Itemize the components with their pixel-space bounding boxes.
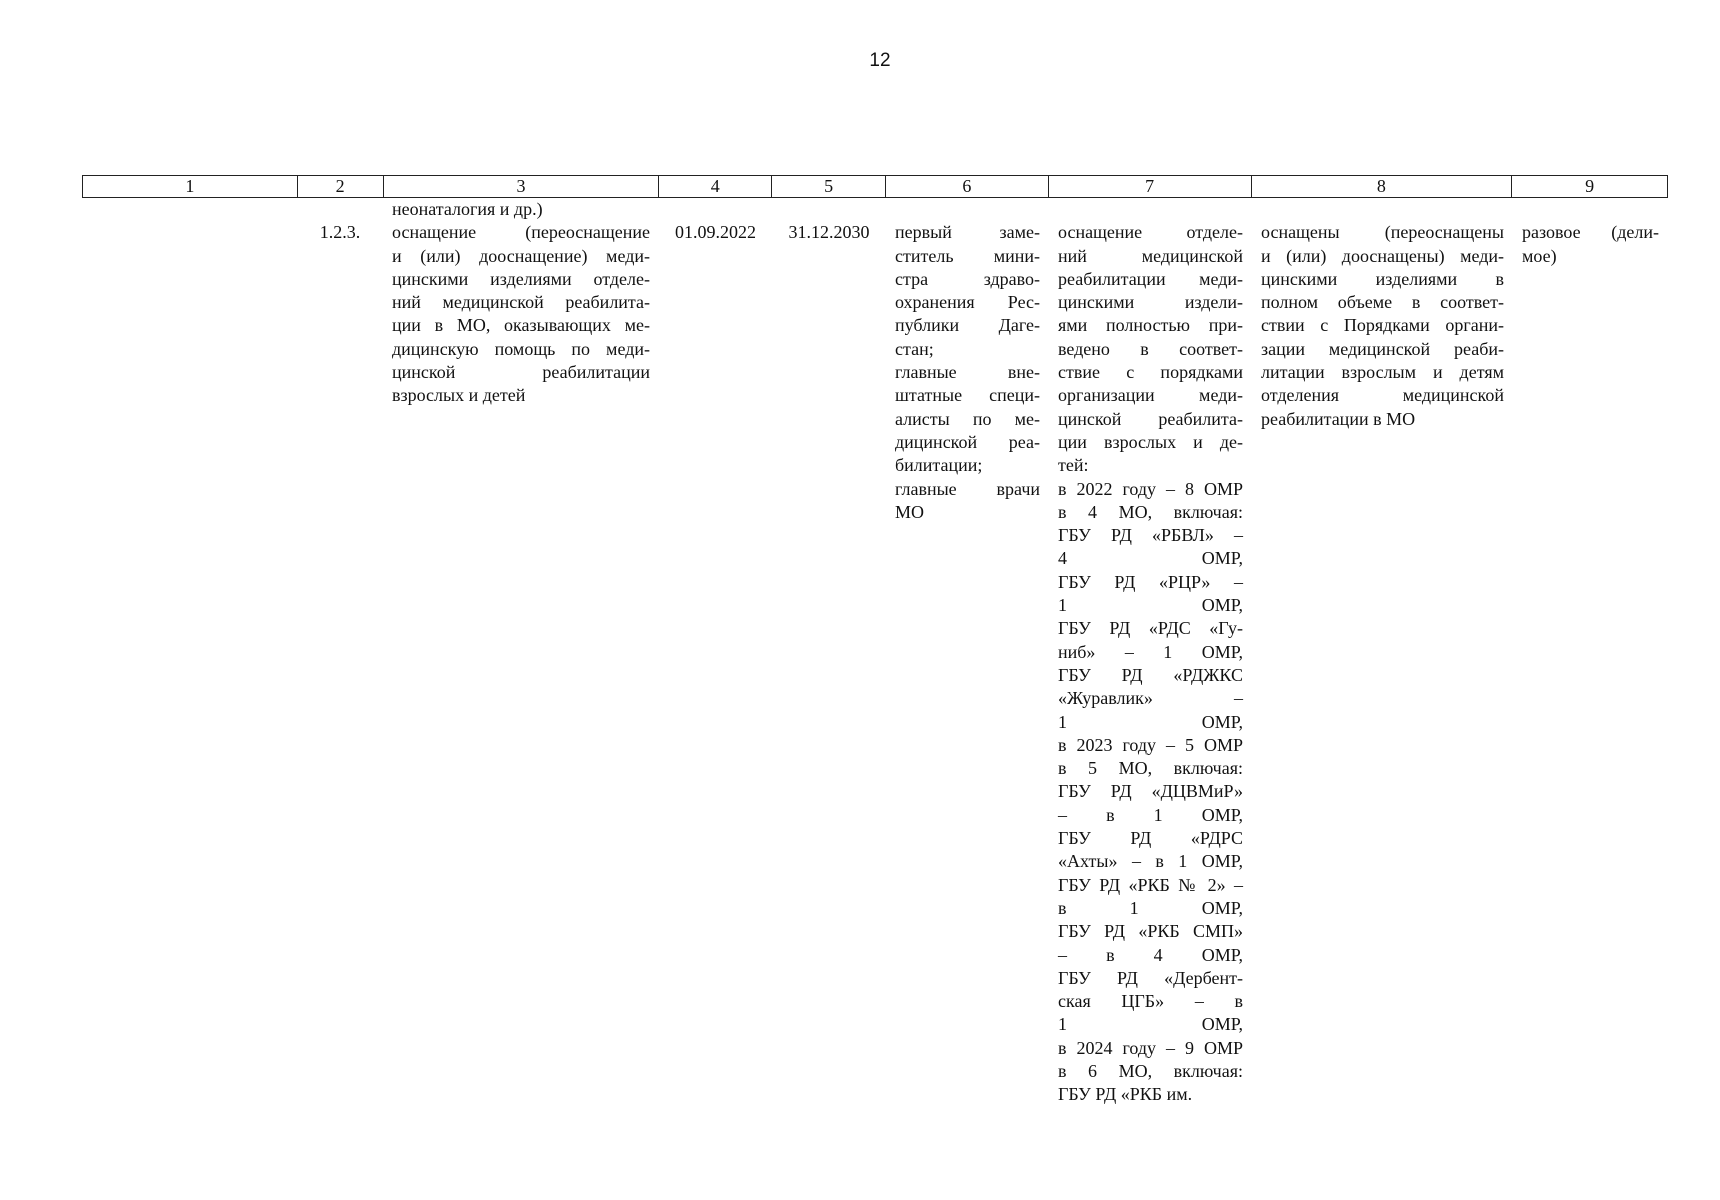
text-line: тей: [1058,455,1089,476]
text-line: оснащены (переоснащены [1261,222,1504,243]
cell-col3 [383,198,659,1107]
text-line: оснащение отделе- [1058,222,1243,243]
text-line: ведено в соответ- [1058,338,1243,359]
text-line: охранения Рес- [895,292,1040,313]
cell-col7 [1049,198,1252,1107]
text-line: ции в МО, оказывающих ме- [392,315,650,336]
text-line: ниб» – 1 ОМР, [1058,641,1243,662]
text-line: ская ЦГБ» – в [1058,991,1243,1012]
text-line: 1 ОМР, [1058,1014,1243,1035]
table-header-row [82,175,1668,198]
col3-lines [392,221,650,407]
page-number: 12 [869,50,891,71]
cell-col9 [1513,198,1668,1107]
text-line: реабилитации в МО [1261,408,1416,429]
column-header-4: 4 [659,176,772,197]
text-line: ГБУ РД «РДРС [1058,828,1243,849]
text-line: ГБУ РД «РБВЛ» – [1058,525,1243,546]
text-line: цинскими изделиями в [1261,268,1504,289]
text-line: разовое (дели- [1522,222,1659,243]
text-line: МО [895,501,925,522]
text-line: ствии с Порядками органи- [1261,315,1504,336]
cell-col4 [659,198,772,1107]
column-header-7: 7 [1049,176,1252,197]
cell-col1 [82,198,297,1107]
col9-lines [1522,221,1659,268]
text-line: реабилитации меди- [1058,268,1243,289]
text-line: главные врачи [895,478,1040,499]
text-line: ститель мини- [895,245,1040,266]
text-line: мое) [1522,245,1557,266]
column-header-9: 9 [1585,176,1595,196]
text-line: ГБУ РД «РКБ № 2» – [1058,874,1243,895]
cell-col6 [886,198,1049,1107]
text-line: билитации; [895,455,983,476]
text-line: ГБУ РД «РКБ СМП» [1058,921,1243,942]
text-line: взрослых и детей [392,385,526,406]
text-line: ями полностью при- [1058,315,1243,336]
text-line: ГБУ РД «Дербент- [1058,967,1243,988]
text-line: и (или) дооснащены) меди- [1261,245,1504,266]
text-line: ГБУ РД «РДС «Гу- [1058,618,1243,639]
column-header-8: 8 [1252,176,1513,197]
text-line: штатные специ- [895,385,1040,406]
column-header-2: 2 [298,176,384,197]
text-line: ГБУ РД «РКБ им. [1058,1084,1193,1105]
end-date: 31.12.2030 [788,222,870,243]
text-line: первый заме- [895,222,1040,243]
text-line: ГБУ РД «ДЦВМиР» [1058,781,1243,802]
text-line: 4 ОМР, [1058,548,1243,569]
table-row [82,198,1668,1107]
text-line: цинской реабилита- [1058,408,1243,429]
cell-col5 [772,198,886,1107]
text-line: ГБУ РД «РДЖКС [1058,664,1243,685]
column-header-1: 1 [83,176,298,197]
text-line: зации медицинской реаби- [1261,338,1504,359]
cell-col8 [1252,198,1513,1107]
text-line: цинскими издели- [1058,292,1243,313]
text-line: в 4 МО, включая: [1058,501,1243,522]
text-line: литации взрослым и детям [1261,362,1504,383]
text-line: и (или) дооснащение) меди- [392,245,650,266]
text-line: стан; [895,338,934,359]
text-line: в 2022 году – 8 ОМР [1058,478,1243,499]
col3-prefix: неонаталогия и др.) [392,199,543,219]
column-header-5: 5 [772,176,886,197]
text-line: 1 ОМР, [1058,595,1243,616]
text-line: отделения медицинской [1261,385,1504,406]
col7-lines [1058,221,1243,1106]
text-line: «Журавлик» – [1058,688,1243,709]
text-line: «Ахты» – в 1 ОМР, [1058,851,1243,872]
text-line: в 2023 году – 5 ОМР [1058,734,1243,755]
text-line: оснащение (переоснащение [392,222,650,243]
text-line: ний медицинской [1058,245,1243,266]
text-line: публики Даге- [895,315,1040,336]
start-date: 01.09.2022 [675,222,756,243]
text-line: главные вне- [895,362,1040,383]
col6-lines [895,221,1040,524]
text-line: ний медицинской реабилита- [392,292,650,313]
col8-lines [1261,221,1504,431]
text-line: организации меди- [1058,385,1243,406]
text-line: ции взрослых и де- [1058,431,1243,452]
text-line: в 6 МО, включая: [1058,1060,1243,1081]
text-line: в 2024 году – 9 ОМР [1058,1037,1243,1058]
column-header-6: 6 [886,176,1049,197]
text-line: ствие с порядками [1058,362,1243,383]
text-line: дицинской реа- [895,431,1040,452]
cell-col2 [297,198,383,1107]
text-line: в 1 ОМР, [1058,897,1243,918]
text-line: цинскими изделиями отделе- [392,268,650,289]
text-line: в 5 МО, включая: [1058,758,1243,779]
text-line: – в 4 ОМР, [1058,944,1243,965]
item-number: 1.2.3. [319,222,361,243]
text-line: цинской реабилитации [392,362,650,383]
column-header-3: 3 [384,176,660,197]
text-line: алисты по ме- [895,408,1040,429]
text-line: ГБУ РД «РЦР» – [1058,571,1243,592]
text-line: 1 ОМР, [1058,711,1243,732]
text-line: дицинскую помощь по меди- [392,338,650,359]
text-line: стра здраво- [895,268,1040,289]
text-line: полном объеме в соответ- [1261,292,1504,313]
text-line: – в 1 ОМР, [1058,804,1243,825]
